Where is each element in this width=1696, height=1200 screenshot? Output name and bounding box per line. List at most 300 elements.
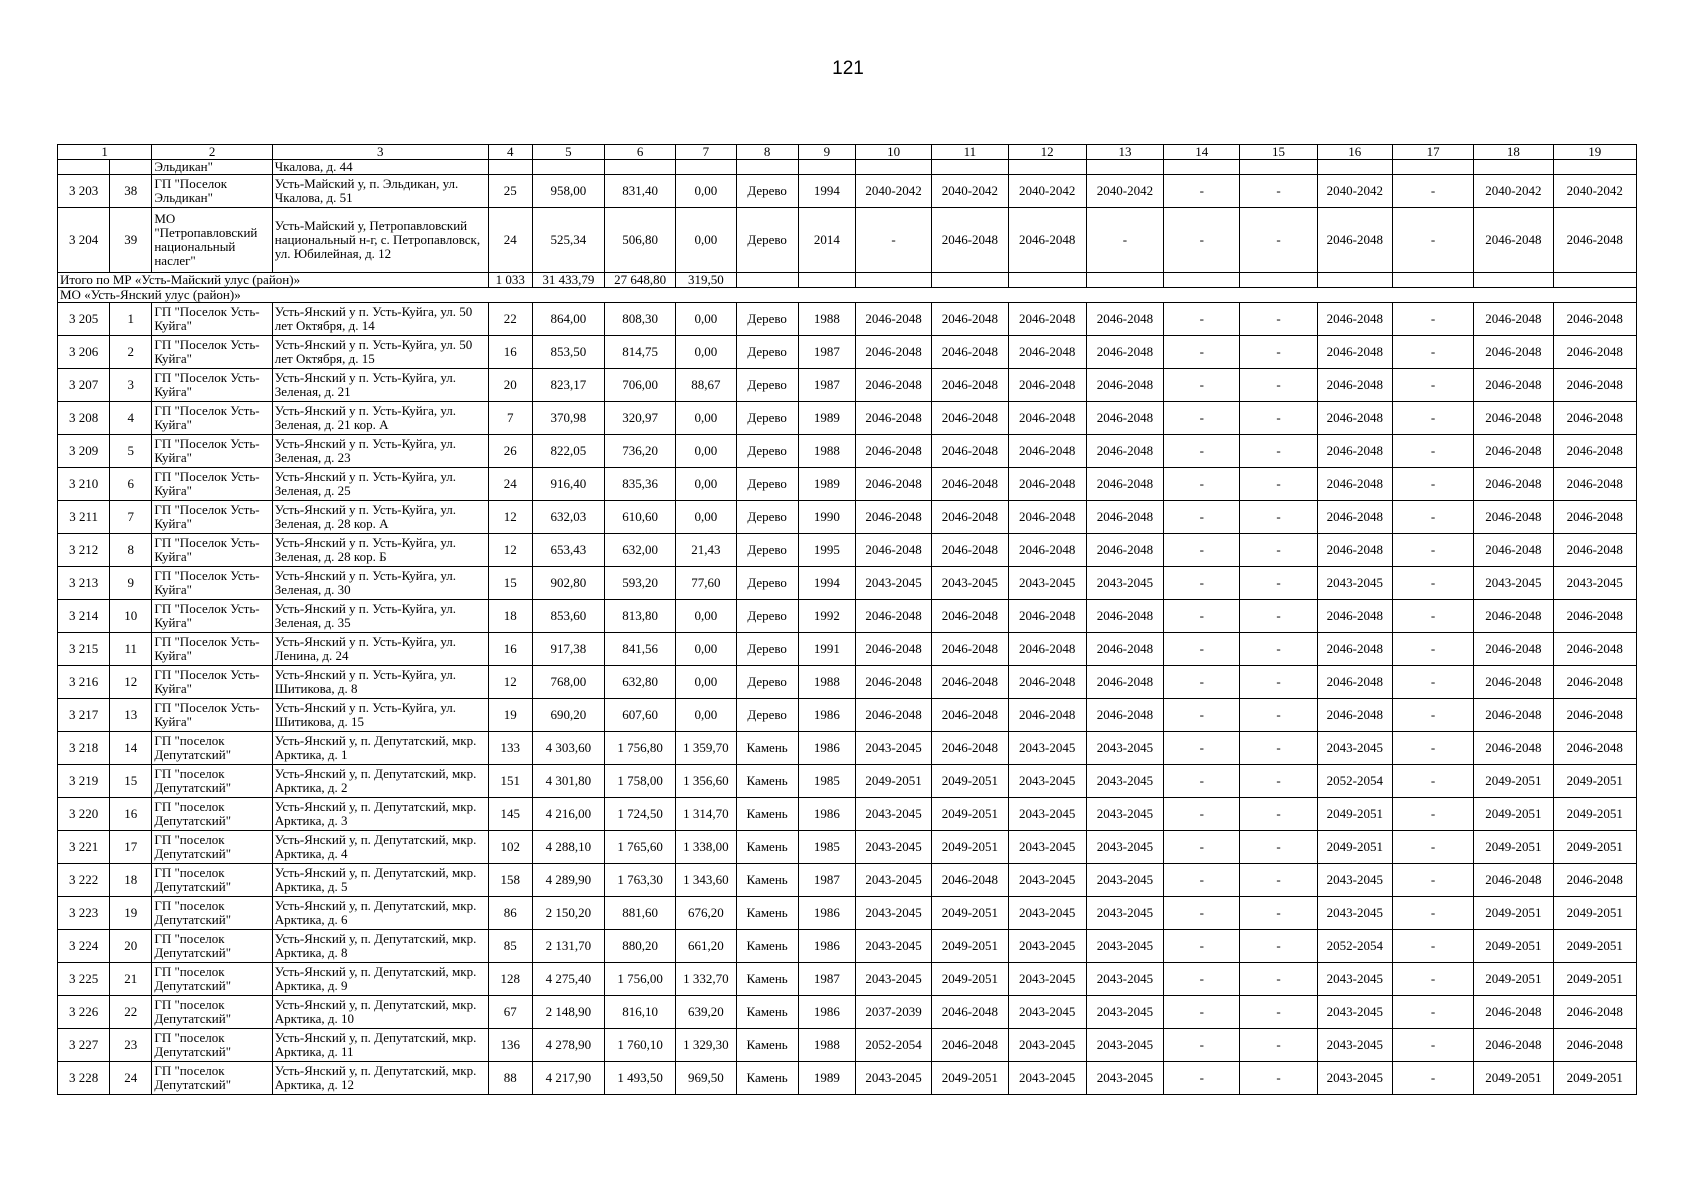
address-cell: Усть-Янский у п. Усть-Куйга, ул. Шитикова, д. 8 <box>272 666 488 699</box>
value-cell-c9: 2014 <box>798 208 855 273</box>
value-cell-c9: 1986 <box>798 996 855 1029</box>
value-cell-c6: 841,56 <box>605 633 676 666</box>
value-cell-c17: - <box>1392 864 1473 897</box>
item-number-cell: 3 <box>110 369 152 402</box>
item-number-cell: 11 <box>110 633 152 666</box>
value-cell-c10: 2046-2048 <box>855 435 931 468</box>
value-cell-c9: 1994 <box>798 567 855 600</box>
value-cell-c11: 2049-2051 <box>932 1062 1008 1095</box>
value-cell-c18: 2046-2048 <box>1474 501 1553 534</box>
value-cell-c4: 19 <box>488 699 532 732</box>
owner-cell: ГП "Поселок Эльдикан" <box>152 175 272 208</box>
value-cell-c6: 816,10 <box>605 996 676 1029</box>
value-cell-c18: 2046-2048 <box>1474 369 1553 402</box>
value-cell-c12: 2043-2045 <box>1008 765 1086 798</box>
value-cell-c13: 2046-2048 <box>1086 501 1163 534</box>
value-cell-c18: 2049-2051 <box>1474 831 1553 864</box>
table-row <box>58 897 1637 930</box>
value-cell-c17: - <box>1392 402 1473 435</box>
value-cell-c5: 4 216,00 <box>532 798 604 831</box>
value-cell-c19: 2046-2048 <box>1553 402 1636 435</box>
record-number-cell: 3 222 <box>58 864 110 897</box>
value-cell-c11: 2049-2051 <box>932 897 1008 930</box>
value-cell-c12: 2043-2045 <box>1008 831 1086 864</box>
value-cell-c8: Камень <box>736 864 798 897</box>
address-cell: Усть-Янский у п. Усть-Куйга, ул. 50 лет Октября, д. 15 <box>272 336 488 369</box>
value-cell-c14: - <box>1164 501 1240 534</box>
value-cell-c11: 2049-2051 <box>932 798 1008 831</box>
record-number-cell: 3 213 <box>58 567 110 600</box>
value-cell-c8: Камень <box>736 765 798 798</box>
value-cell-c15: - <box>1240 633 1317 666</box>
table-row <box>58 567 1637 600</box>
value-cell-c14: - <box>1164 897 1240 930</box>
item-number-cell: 1 <box>110 303 152 336</box>
value-cell-c7: 0,00 <box>676 175 736 208</box>
value-cell-c15: - <box>1240 765 1317 798</box>
column-header: 8 <box>736 145 798 160</box>
value-cell-c5: 690,20 <box>532 699 604 732</box>
value-cell-c4: 20 <box>488 369 532 402</box>
record-number-cell: 3 204 <box>58 208 110 273</box>
item-number-cell: 9 <box>110 567 152 600</box>
value-cell-c4: 67 <box>488 996 532 1029</box>
item-number-cell: 23 <box>110 1029 152 1062</box>
value-cell-c7: 1 332,70 <box>676 963 736 996</box>
address-cell: Усть-Янский у п. Усть-Куйга, ул. Зеленая, д. 21 <box>272 369 488 402</box>
item-number-cell: 17 <box>110 831 152 864</box>
value-cell-c11: 2040-2042 <box>932 175 1008 208</box>
value-cell-c9: 1988 <box>798 1029 855 1062</box>
value-cell-c10: 2043-2045 <box>855 567 931 600</box>
value-cell-c10: 2043-2045 <box>855 732 931 765</box>
value-cell-c9: 1988 <box>798 435 855 468</box>
item-number-cell: 5 <box>110 435 152 468</box>
value-cell-c15: - <box>1240 303 1317 336</box>
value-cell-c9: 1995 <box>798 534 855 567</box>
value-cell-c18: 2046-2048 <box>1474 732 1553 765</box>
value-cell-c9: 1985 <box>798 765 855 798</box>
value-cell-c5: 632,03 <box>532 501 604 534</box>
value-cell-c8: Камень <box>736 897 798 930</box>
address-cell: Усть-Янский у, п. Депутатский, мкр. Арктика, д. 9 <box>272 963 488 996</box>
value-cell-c6: 632,00 <box>605 534 676 567</box>
item-number-cell: 38 <box>110 175 152 208</box>
item-number-cell: 16 <box>110 798 152 831</box>
value-cell-c5: 958,00 <box>532 175 604 208</box>
value-cell-c17: - <box>1392 930 1473 963</box>
value-cell-c14: - <box>1164 732 1240 765</box>
value-cell-c12: 2043-2045 <box>1008 567 1086 600</box>
value-cell-c6: 1 765,60 <box>605 831 676 864</box>
value-cell-c14: - <box>1164 175 1240 208</box>
address-cell: Усть-Янский у п. Усть-Куйга, ул. Зеленая, д. 23 <box>272 435 488 468</box>
value-cell-c10: 2043-2045 <box>855 963 931 996</box>
record-number-cell: 3 203 <box>58 175 110 208</box>
total-cell: 27 648,80 <box>605 273 676 288</box>
value-cell-c10: 2037-2039 <box>855 996 931 1029</box>
value-cell-c11: 2046-2048 <box>932 435 1008 468</box>
address-cell: Усть-Янский у п. Усть-Куйга, ул. Зеленая, д. 28 кор. Б <box>272 534 488 567</box>
value-cell-c8: Дерево <box>736 468 798 501</box>
value-cell-c7: 1 314,70 <box>676 798 736 831</box>
value-cell-c8: Камень <box>736 1029 798 1062</box>
owner-cell: ГП "поселок Депутатский" <box>152 930 272 963</box>
total-label: Итого по МР «Усть-Майский улус (район)» <box>58 273 489 288</box>
value-cell-c5: 822,05 <box>532 435 604 468</box>
value-cell-c8: Дерево <box>736 336 798 369</box>
owner-cell: Эльдикан" <box>152 160 272 175</box>
value-cell-c13: 2046-2048 <box>1086 600 1163 633</box>
record-number-cell: 3 219 <box>58 765 110 798</box>
value-cell-c13: 2043-2045 <box>1086 963 1163 996</box>
owner-cell: ГП "поселок Депутатский" <box>152 798 272 831</box>
value-cell-c15: - <box>1240 699 1317 732</box>
value-cell-c10: 2040-2042 <box>855 175 931 208</box>
value-cell-c5: 4 275,40 <box>532 963 604 996</box>
value-cell-c10: 2046-2048 <box>855 501 931 534</box>
value-cell-c17: - <box>1392 633 1473 666</box>
item-number-cell: 15 <box>110 765 152 798</box>
item-number-cell: 7 <box>110 501 152 534</box>
value-cell-c4: 12 <box>488 501 532 534</box>
value-cell-c4: 151 <box>488 765 532 798</box>
value-cell-c11: 2046-2048 <box>932 732 1008 765</box>
owner-cell: ГП "Поселок Усть-Куйга" <box>152 633 272 666</box>
value-cell-c15: - <box>1240 534 1317 567</box>
value-cell-c19: 2046-2048 <box>1553 666 1636 699</box>
column-header: 13 <box>1086 145 1163 160</box>
owner-cell: ГП "Поселок Усть-Куйга" <box>152 402 272 435</box>
value-cell-c14: - <box>1164 831 1240 864</box>
value-cell-c4: 86 <box>488 897 532 930</box>
value-cell-c10: 2043-2045 <box>855 1062 931 1095</box>
value-cell-c16: 2046-2048 <box>1317 369 1392 402</box>
address-cell: Усть-Янский у, п. Депутатский, мкр. Арктика, д. 3 <box>272 798 488 831</box>
record-number-cell: 3 217 <box>58 699 110 732</box>
value-cell-c5: 823,17 <box>532 369 604 402</box>
value-cell-c16: 2043-2045 <box>1317 1029 1392 1062</box>
value-cell-c19: 2046-2048 <box>1553 732 1636 765</box>
value-cell-c13: 2046-2048 <box>1086 534 1163 567</box>
value-cell-c10: 2046-2048 <box>855 534 931 567</box>
table-row <box>58 534 1637 567</box>
value-cell-c9: 1989 <box>798 468 855 501</box>
value-cell-c10: 2046-2048 <box>855 666 931 699</box>
owner-cell: ГП "поселок Депутатский" <box>152 963 272 996</box>
value-cell-c5: 4 278,90 <box>532 1029 604 1062</box>
value-cell-c9: 1986 <box>798 930 855 963</box>
value-cell-c5: 853,60 <box>532 600 604 633</box>
value-cell-c17: - <box>1392 831 1473 864</box>
record-number-cell: 3 206 <box>58 336 110 369</box>
value-cell-c5: 916,40 <box>532 468 604 501</box>
record-number-cell: 3 216 <box>58 666 110 699</box>
value-cell-c11: 2046-2048 <box>932 1029 1008 1062</box>
value-cell-c18: 2040-2042 <box>1474 175 1553 208</box>
value-cell-c7: 0,00 <box>676 402 736 435</box>
value-cell-c12: 2046-2048 <box>1008 633 1086 666</box>
value-cell-c13: 2046-2048 <box>1086 633 1163 666</box>
address-cell: Усть-Янский у п. Усть-Куйга, ул. Зеленая, д. 25 <box>272 468 488 501</box>
value-cell-c7: 0,00 <box>676 501 736 534</box>
value-cell-c10: 2052-2054 <box>855 1029 931 1062</box>
value-cell-c11: 2046-2048 <box>932 208 1008 273</box>
value-cell-c5: 4 289,90 <box>532 864 604 897</box>
value-cell-c19: 2049-2051 <box>1553 963 1636 996</box>
value-cell-c15: - <box>1240 468 1317 501</box>
value-cell-c15: - <box>1240 1062 1317 1095</box>
value-cell-c6: 1 758,00 <box>605 765 676 798</box>
value-cell-c11: 2046-2048 <box>932 402 1008 435</box>
page-number: 121 <box>832 58 864 79</box>
value-cell-c5: 2 131,70 <box>532 930 604 963</box>
value-cell-c14: - <box>1164 633 1240 666</box>
value-cell-c17: - <box>1392 798 1473 831</box>
value-cell-c14: - <box>1164 864 1240 897</box>
value-cell-c10: 2049-2051 <box>855 765 931 798</box>
value-cell-c15: - <box>1240 831 1317 864</box>
value-cell-c10: 2046-2048 <box>855 699 931 732</box>
continuation-row <box>58 160 1637 175</box>
value-cell-c16: 2046-2048 <box>1317 468 1392 501</box>
value-cell-c8: Дерево <box>736 402 798 435</box>
value-cell-c4: 16 <box>488 336 532 369</box>
column-header: 14 <box>1164 145 1240 160</box>
value-cell-c10: - <box>855 208 931 273</box>
total-cell: 31 433,79 <box>532 273 604 288</box>
value-cell-c8: Камень <box>736 963 798 996</box>
value-cell-c6: 610,60 <box>605 501 676 534</box>
value-cell-c18: 2049-2051 <box>1474 930 1553 963</box>
value-cell-c18: 2046-2048 <box>1474 534 1553 567</box>
table-row <box>58 600 1637 633</box>
value-cell-c15: - <box>1240 402 1317 435</box>
value-cell-c14: - <box>1164 567 1240 600</box>
value-cell-c12: 2043-2045 <box>1008 930 1086 963</box>
value-cell-c9: 1986 <box>798 897 855 930</box>
value-cell-c13: 2043-2045 <box>1086 1062 1163 1095</box>
value-cell-c11: 2046-2048 <box>932 336 1008 369</box>
value-cell-c4: 25 <box>488 175 532 208</box>
owner-cell: ГП "Поселок Усть-Куйга" <box>152 435 272 468</box>
value-cell-c9: 1990 <box>798 501 855 534</box>
value-cell-c15: - <box>1240 175 1317 208</box>
table-row <box>58 864 1637 897</box>
value-cell-c8: Дерево <box>736 175 798 208</box>
value-cell-c4: 18 <box>488 600 532 633</box>
value-cell-c13: 2043-2045 <box>1086 897 1163 930</box>
value-cell-c13: 2046-2048 <box>1086 699 1163 732</box>
address-cell: Усть-Янский у, п. Депутатский, мкр. Арктика, д. 11 <box>272 1029 488 1062</box>
total-cell: 1 033 <box>488 273 532 288</box>
value-cell-c17: - <box>1392 1062 1473 1095</box>
value-cell-c6: 814,75 <box>605 336 676 369</box>
value-cell-c4: 24 <box>488 208 532 273</box>
column-header: 3 <box>272 145 488 160</box>
value-cell-c9: 1992 <box>798 600 855 633</box>
value-cell-c19: 2046-2048 <box>1553 501 1636 534</box>
column-header: 19 <box>1553 145 1636 160</box>
record-number-cell: 3 224 <box>58 930 110 963</box>
owner-cell: ГП "поселок Депутатский" <box>152 831 272 864</box>
address-cell: Усть-Янский у п. Усть-Куйга, ул. Зеленая, д. 21 кор. А <box>272 402 488 435</box>
value-cell-c18: 2046-2048 <box>1474 435 1553 468</box>
section-row <box>58 288 1637 303</box>
record-number-cell: 3 223 <box>58 897 110 930</box>
value-cell-c16: 2046-2048 <box>1317 666 1392 699</box>
value-cell-c11: 2046-2048 <box>932 699 1008 732</box>
value-cell-c7: 1 343,60 <box>676 864 736 897</box>
value-cell-c15: - <box>1240 369 1317 402</box>
value-cell-c13: 2046-2048 <box>1086 435 1163 468</box>
value-cell-c8: Дерево <box>736 534 798 567</box>
value-cell-c4: 133 <box>488 732 532 765</box>
value-cell-c17: - <box>1392 765 1473 798</box>
value-cell-c6: 880,20 <box>605 930 676 963</box>
value-cell-c15: - <box>1240 963 1317 996</box>
value-cell-c14: - <box>1164 765 1240 798</box>
value-cell-c4: 22 <box>488 303 532 336</box>
column-header: 12 <box>1008 145 1086 160</box>
value-cell-c7: 1 356,60 <box>676 765 736 798</box>
value-cell-c5: 902,80 <box>532 567 604 600</box>
value-cell-c11: 2043-2045 <box>932 567 1008 600</box>
value-cell-c15: - <box>1240 336 1317 369</box>
value-cell-c9: 1986 <box>798 699 855 732</box>
value-cell-c16: 2046-2048 <box>1317 435 1392 468</box>
value-cell-c8: Дерево <box>736 435 798 468</box>
value-cell-c15: - <box>1240 996 1317 1029</box>
value-cell-c12: 2046-2048 <box>1008 600 1086 633</box>
value-cell-c14: - <box>1164 600 1240 633</box>
value-cell-c10: 2046-2048 <box>855 633 931 666</box>
value-cell-c18: 2046-2048 <box>1474 699 1553 732</box>
value-cell-c19: 2046-2048 <box>1553 303 1636 336</box>
address-cell: Усть-Янский у п. Усть-Куйга, ул. Зеленая, д. 30 <box>272 567 488 600</box>
value-cell-c17: - <box>1392 699 1473 732</box>
value-cell-c19: 2046-2048 <box>1553 435 1636 468</box>
value-cell-c19: 2049-2051 <box>1553 831 1636 864</box>
column-header: 15 <box>1240 145 1317 160</box>
owner-cell: ГП "Поселок Усть-Куйга" <box>152 336 272 369</box>
value-cell-c4: 12 <box>488 534 532 567</box>
value-cell-c7: 1 359,70 <box>676 732 736 765</box>
value-cell-c12: 2040-2042 <box>1008 175 1086 208</box>
value-cell-c14: - <box>1164 336 1240 369</box>
value-cell-c6: 808,30 <box>605 303 676 336</box>
value-cell-c13: 2043-2045 <box>1086 732 1163 765</box>
value-cell-c12: 2043-2045 <box>1008 798 1086 831</box>
table-row <box>58 435 1637 468</box>
value-cell-c8: Камень <box>736 732 798 765</box>
item-number-cell: 22 <box>110 996 152 1029</box>
owner-cell: ГП "поселок Депутатский" <box>152 1029 272 1062</box>
value-cell-c10: 2046-2048 <box>855 336 931 369</box>
table-row <box>58 402 1637 435</box>
value-cell-c16: 2052-2054 <box>1317 930 1392 963</box>
column-header: 10 <box>855 145 931 160</box>
value-cell-c18: 2046-2048 <box>1474 600 1553 633</box>
value-cell-c6: 736,20 <box>605 435 676 468</box>
value-cell-c7: 0,00 <box>676 303 736 336</box>
value-cell-c18: 2049-2051 <box>1474 963 1553 996</box>
address-cell: Усть-Янский у п. Усть-Куйга, ул. Шитикова, д. 15 <box>272 699 488 732</box>
value-cell-c5: 2 148,90 <box>532 996 604 1029</box>
value-cell-c16: 2046-2048 <box>1317 633 1392 666</box>
value-cell-c10: 2046-2048 <box>855 600 931 633</box>
value-cell-c13: 2046-2048 <box>1086 303 1163 336</box>
table-row <box>58 831 1637 864</box>
address-cell: Усть-Янский у, п. Депутатский, мкр. Арктика, д. 1 <box>272 732 488 765</box>
record-number-cell: 3 208 <box>58 402 110 435</box>
owner-cell: ГП "поселок Депутатский" <box>152 765 272 798</box>
value-cell-c9: 1986 <box>798 732 855 765</box>
table-row <box>58 208 1637 273</box>
value-cell-c11: 2049-2051 <box>932 963 1008 996</box>
value-cell-c8: Камень <box>736 930 798 963</box>
value-cell-c19: 2046-2048 <box>1553 208 1636 273</box>
value-cell-c19: 2049-2051 <box>1553 930 1636 963</box>
value-cell-c9: 1987 <box>798 963 855 996</box>
value-cell-c10: 2046-2048 <box>855 468 931 501</box>
value-cell-c14: - <box>1164 435 1240 468</box>
value-cell-c15: - <box>1240 600 1317 633</box>
value-cell-c5: 370,98 <box>532 402 604 435</box>
owner-cell: ГП "Поселок Усть-Куйга" <box>152 534 272 567</box>
value-cell-c12: 2043-2045 <box>1008 1062 1086 1095</box>
value-cell-c17: - <box>1392 501 1473 534</box>
value-cell-c14: - <box>1164 208 1240 273</box>
value-cell-c7: 676,20 <box>676 897 736 930</box>
value-cell-c19: 2049-2051 <box>1553 798 1636 831</box>
value-cell-c5: 768,00 <box>532 666 604 699</box>
value-cell-c17: - <box>1392 369 1473 402</box>
value-cell-c4: 16 <box>488 633 532 666</box>
value-cell-c6: 835,36 <box>605 468 676 501</box>
table-row <box>58 732 1637 765</box>
value-cell-c11: 2046-2048 <box>932 303 1008 336</box>
value-cell-c6: 831,40 <box>605 175 676 208</box>
value-cell-c8: Дерево <box>736 501 798 534</box>
owner-cell: ГП "поселок Депутатский" <box>152 864 272 897</box>
item-number-cell: 14 <box>110 732 152 765</box>
total-row <box>58 273 1637 288</box>
value-cell-c11: 2049-2051 <box>932 831 1008 864</box>
value-cell-c4: 7 <box>488 402 532 435</box>
value-cell-c11: 2046-2048 <box>932 864 1008 897</box>
value-cell-c7: 1 329,30 <box>676 1029 736 1062</box>
value-cell-c14: - <box>1164 699 1240 732</box>
value-cell-c14: - <box>1164 303 1240 336</box>
value-cell-c18: 2046-2048 <box>1474 864 1553 897</box>
table-row <box>58 633 1637 666</box>
value-cell-c17: - <box>1392 468 1473 501</box>
value-cell-c8: Дерево <box>736 600 798 633</box>
column-header: 7 <box>676 145 736 160</box>
address-cell: Усть-Янский у, п. Депутатский, мкр. Арктика, д. 2 <box>272 765 488 798</box>
housing-register-table <box>57 144 1637 1095</box>
value-cell-c16: 2043-2045 <box>1317 996 1392 1029</box>
table-row <box>58 963 1637 996</box>
value-cell-c6: 1 756,00 <box>605 963 676 996</box>
value-cell-c14: - <box>1164 798 1240 831</box>
value-cell-c9: 1989 <box>798 402 855 435</box>
table-row <box>58 996 1637 1029</box>
value-cell-c17: - <box>1392 534 1473 567</box>
value-cell-c4: 145 <box>488 798 532 831</box>
table-row <box>58 303 1637 336</box>
